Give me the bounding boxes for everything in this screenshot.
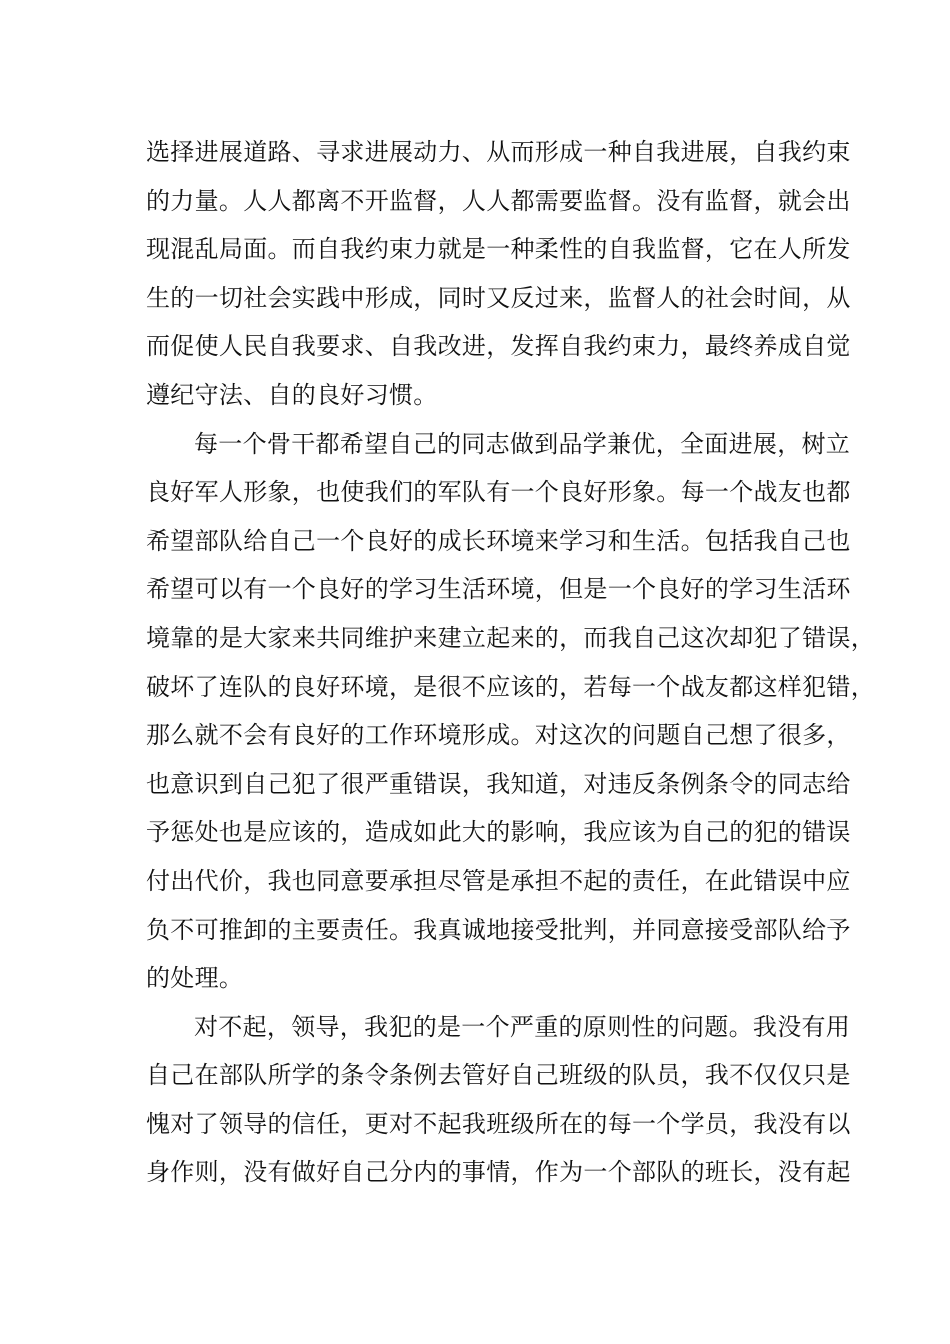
text-line: 负不可推卸的主要责任。我真诚地接受批判，并同意接受部队给予: [146, 915, 851, 944]
text-line: 愧对了领导的信任，更对不起我班级所在的每一个学员，我没有以: [146, 1109, 851, 1138]
text-line: 的处理。: [146, 964, 244, 993]
text-line: 遵纪守法、自的良好习惯。: [146, 380, 438, 409]
text-line: 那么就不会有良好的工作环境形成。对这次的问题自己想了很多，: [146, 721, 851, 750]
text-line: 予惩处也是应该的，造成如此大的影响，我应该为自己的犯的错误: [146, 818, 851, 847]
text-line: 生的一切社会实践中形成，同时又反过来，监督人的社会时间，从: [146, 283, 851, 312]
text-line: 现混乱局面。而自我约束力就是一种柔性的自我监督，它在人所发: [146, 235, 851, 264]
text-line: 自己在部队所学的条令条例去管好自己班级的队员，我不仅仅只是: [146, 1061, 851, 1090]
text-line: 的力量。人人都离不开监督，人人都需要监督。没有监督，就会出: [146, 186, 851, 215]
text-line: 身作则，没有做好自己分内的事情，作为一个部队的班长，没有起: [146, 1158, 851, 1187]
text-line: 选择进展道路、寻求进展动力、从而形成一种自我进展，自我约束: [146, 138, 851, 166]
text-line: 希望可以有一个良好的学习生活环境，但是一个良好的学习生活环: [146, 575, 851, 604]
paragraph-start-line: 对不起，领导，我犯的是一个严重的原则性的问题。我没有用: [194, 1012, 851, 1041]
text-line: 而促使人民自我要求、自我改进，发挥自我约束力，最终养成自觉: [146, 332, 851, 361]
text-line: 破坏了连队的良好环境，是很不应该的，若每一个战友都这样犯错，: [146, 672, 875, 701]
text-line: 良好军人形象，也使我们的军队有一个良好形象。每一个战友也都: [146, 478, 851, 507]
text-line: 希望部队给自己一个良好的成长环境来学习和生活。包括我自己也: [146, 526, 851, 555]
paragraph-start-line: 每一个骨干都希望自己的同志做到品学兼优，全面进展，树立: [194, 429, 851, 458]
text-line: 付出代价，我也同意要承担尽管是承担不起的责任，在此错误中应: [146, 866, 851, 895]
text-line: 也意识到自己犯了很严重错误，我知道，对违反条例条令的同志给: [146, 769, 851, 798]
body-text: [146, 128, 875, 1197]
text-line: 境靠的是大家来共同维护来建立起来的，而我自己这次却犯了错误，: [146, 623, 875, 652]
